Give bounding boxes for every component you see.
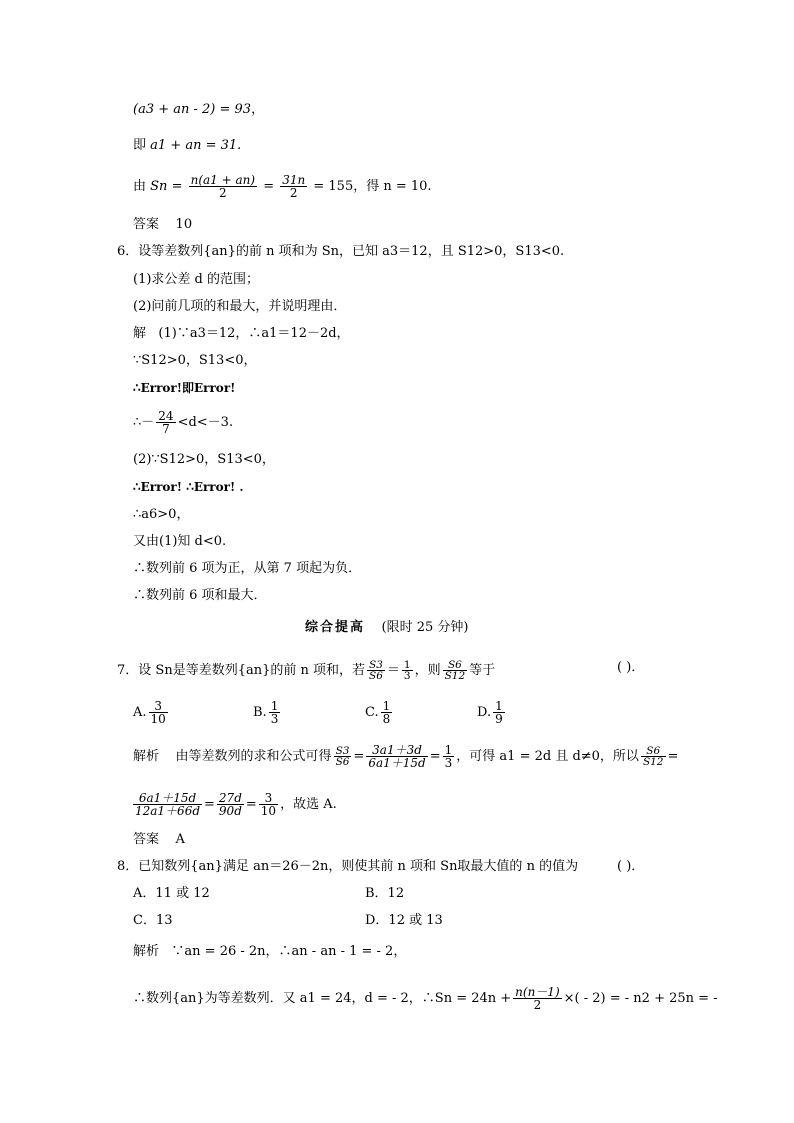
p5-tail3: = 155，得 n = 10. bbox=[313, 179, 432, 194]
p5-fraction-1: $\frac{n(a1 + an)}{2}$ bbox=[190, 173, 256, 200]
solution-label: 解 bbox=[133, 326, 147, 341]
option-fraction: $\frac{1}{9}$ bbox=[495, 699, 503, 726]
solution-text-mid: ，可得 a1 = 2d 且 d≠0，所以 bbox=[456, 749, 639, 764]
p8-option-d[interactable]: D．12 或 13 bbox=[365, 913, 443, 928]
p7-question bbox=[117, 660, 495, 681]
p8-option-c[interactable]: C．13 bbox=[133, 913, 173, 928]
p5-lhs3: Sn = bbox=[150, 179, 183, 194]
problem-number: 7． bbox=[117, 663, 139, 678]
p5-punct1: ， bbox=[251, 102, 265, 117]
p7-q-fraction-3: $\frac{S6}{S12}$ bbox=[444, 659, 466, 682]
equals-sign: = bbox=[667, 749, 679, 764]
option-label: C. bbox=[365, 705, 379, 720]
problem-number: 8． bbox=[117, 859, 139, 874]
p5-prefix3: 由 bbox=[133, 179, 147, 194]
solution-step: (1)∵a3＝12，∴a1＝12－2d， bbox=[158, 326, 350, 341]
p6-question bbox=[117, 244, 564, 260]
p7-solution-2: $\frac{6a1+15d}{12a1+66d}$ = $\frac{27d}{90d}$ = $\frac{3}{10}$ ，故选 A. bbox=[135, 791, 337, 818]
p6-solution-4 bbox=[133, 410, 233, 435]
p6-fraction: $\frac{24}{7}$ bbox=[158, 409, 174, 436]
solution-tail: ，故选 A. bbox=[280, 797, 337, 812]
answer-value: A bbox=[175, 832, 185, 847]
answer-label: 答案 bbox=[133, 217, 160, 232]
p6-solution-9: ∴数列前 6 项为正，从第 7 项起为负． bbox=[133, 561, 362, 576]
p7-solution-1 bbox=[133, 744, 678, 769]
solution-text: 由等差数列的求和公式可得 bbox=[175, 749, 332, 764]
sol-fraction-1: $\frac{S3}{S6}$ bbox=[335, 745, 350, 768]
p7-q-fraction-2: $\frac{1}{3}$ bbox=[403, 659, 411, 682]
p8-question bbox=[117, 859, 578, 875]
p6-part2: (2)问前几项的和最大，并说明理由． bbox=[133, 299, 347, 314]
p5-expr2: a1 + an = 31. bbox=[150, 138, 242, 153]
equals-sign: = bbox=[353, 749, 365, 764]
section-title: 综合提高 bbox=[305, 620, 366, 635]
p7-option-b[interactable] bbox=[253, 700, 282, 725]
equals-sign: = bbox=[429, 749, 441, 764]
solution-label: 解析 bbox=[133, 749, 160, 764]
p7-option-d[interactable] bbox=[477, 700, 507, 725]
p6-solution-3: ∴Error!即Error! bbox=[133, 381, 236, 395]
p8-solution-1 bbox=[133, 944, 406, 960]
p5-fraction-2: $\frac{31n}{2}$ bbox=[282, 173, 306, 200]
option-label: B. bbox=[253, 705, 267, 720]
step-prefix: ∴－ bbox=[133, 415, 155, 430]
answer-label: 答案 bbox=[133, 832, 160, 847]
p7-option-a[interactable] bbox=[133, 700, 170, 725]
solution-tail: ×( - 2) = - n2 + 25n = - bbox=[563, 991, 718, 1006]
problem-number: 6． bbox=[117, 244, 139, 259]
p8-option-a[interactable]: A．11 或 12 bbox=[133, 886, 210, 901]
p5-answer bbox=[133, 217, 192, 233]
sol-fraction-4: $\frac{S6}{S12}$ bbox=[642, 745, 664, 768]
sol-fraction: $\frac{n(n-1)}{2}$ bbox=[515, 985, 560, 1012]
p6-solution-1 bbox=[133, 326, 350, 342]
question-text-mid: ，则 bbox=[414, 663, 441, 678]
p7-q-fraction-1: $\frac{S3}{S6}$ bbox=[369, 659, 383, 682]
p7-answer-paren: ( )． bbox=[617, 660, 645, 675]
option-label: D. bbox=[477, 705, 492, 720]
p6-solution-7: ∴a6>0， bbox=[133, 507, 190, 522]
p6-part1: (1)求公差 d 的范围； bbox=[133, 272, 260, 287]
p8-answer-paren: ( )． bbox=[617, 859, 645, 874]
solution-label: 解析 bbox=[133, 944, 160, 959]
p6-solution-10: ∴数列前 6 项和最大． bbox=[133, 588, 267, 603]
p7-option-c[interactable] bbox=[365, 700, 394, 725]
answer-value: 10 bbox=[175, 217, 193, 232]
p6-solution-8: 又由(1)知 d<0. bbox=[133, 534, 227, 549]
p8-option-b[interactable]: B．12 bbox=[365, 886, 405, 901]
step-tail: <d<－3. bbox=[177, 415, 234, 430]
p5-line2 bbox=[133, 138, 241, 154]
question-text: 设 Sn是等差数列{an}的前 n 项和，若 bbox=[138, 663, 365, 678]
question-text: 已知数列{an}满足 an＝26－2n，则使其前 n 项和 Sn取最大值的 n 的值为 bbox=[138, 859, 579, 874]
question-text-tail: 等于 bbox=[469, 663, 496, 678]
option-fraction: $\frac{1}{8}$ bbox=[382, 699, 391, 726]
p5-expr1: (a3 + an - 2) = 93 bbox=[133, 102, 252, 117]
section-time-limit: (限时 25 分钟) bbox=[381, 620, 469, 635]
equals-sign: ＝ bbox=[386, 663, 400, 678]
option-fraction: $\frac{3}{10}$ bbox=[150, 699, 166, 726]
section-heading bbox=[305, 620, 469, 636]
sol2-fraction-3: $\frac{3}{10}$ bbox=[260, 791, 277, 818]
p6-solution-6: ∴Error! ∴Error! . bbox=[133, 480, 244, 494]
p5-prefix2: 即 bbox=[133, 138, 147, 153]
sol-fraction-2: $\frac{3a1+3d}{6a1+15d}$ bbox=[368, 743, 426, 770]
sol2-fraction-2: $\frac{27d}{90d}$ bbox=[218, 791, 242, 818]
p7-answer bbox=[133, 832, 185, 848]
sol2-fraction-1: $\frac{6a1+15d}{12a1+66d}$ bbox=[135, 791, 201, 818]
p5-line1 bbox=[133, 102, 264, 118]
option-fraction: $\frac{1}{3}$ bbox=[270, 699, 279, 726]
p5-line3: 由 Sn = $\frac{n(a1 + an)}{2}$ = $\frac{31n}{2}$ = 155，得 n = 10. bbox=[133, 173, 432, 200]
p6-solution-5: (2)∵S12>0，S13<0， bbox=[133, 452, 275, 467]
solution-text: ∴数列{an}为等差数列．又 a1 = 24，d = - 2，∴Sn = 24n + bbox=[133, 991, 512, 1006]
sol-fraction-3: $\frac{1}{3}$ bbox=[444, 743, 453, 770]
p6-solution-2: ∵S12>0，S13<0， bbox=[133, 353, 257, 368]
p8-solution-2 bbox=[133, 986, 718, 1011]
solution-text: ∵an = 26 - 2n，∴an - an - 1 = - 2， bbox=[171, 944, 407, 959]
question-text: 设等差数列{an}的前 n 项和为 Sn，已知 a3＝12，且 S12>0，S13<0. bbox=[138, 244, 565, 259]
option-label: A. bbox=[133, 705, 147, 720]
